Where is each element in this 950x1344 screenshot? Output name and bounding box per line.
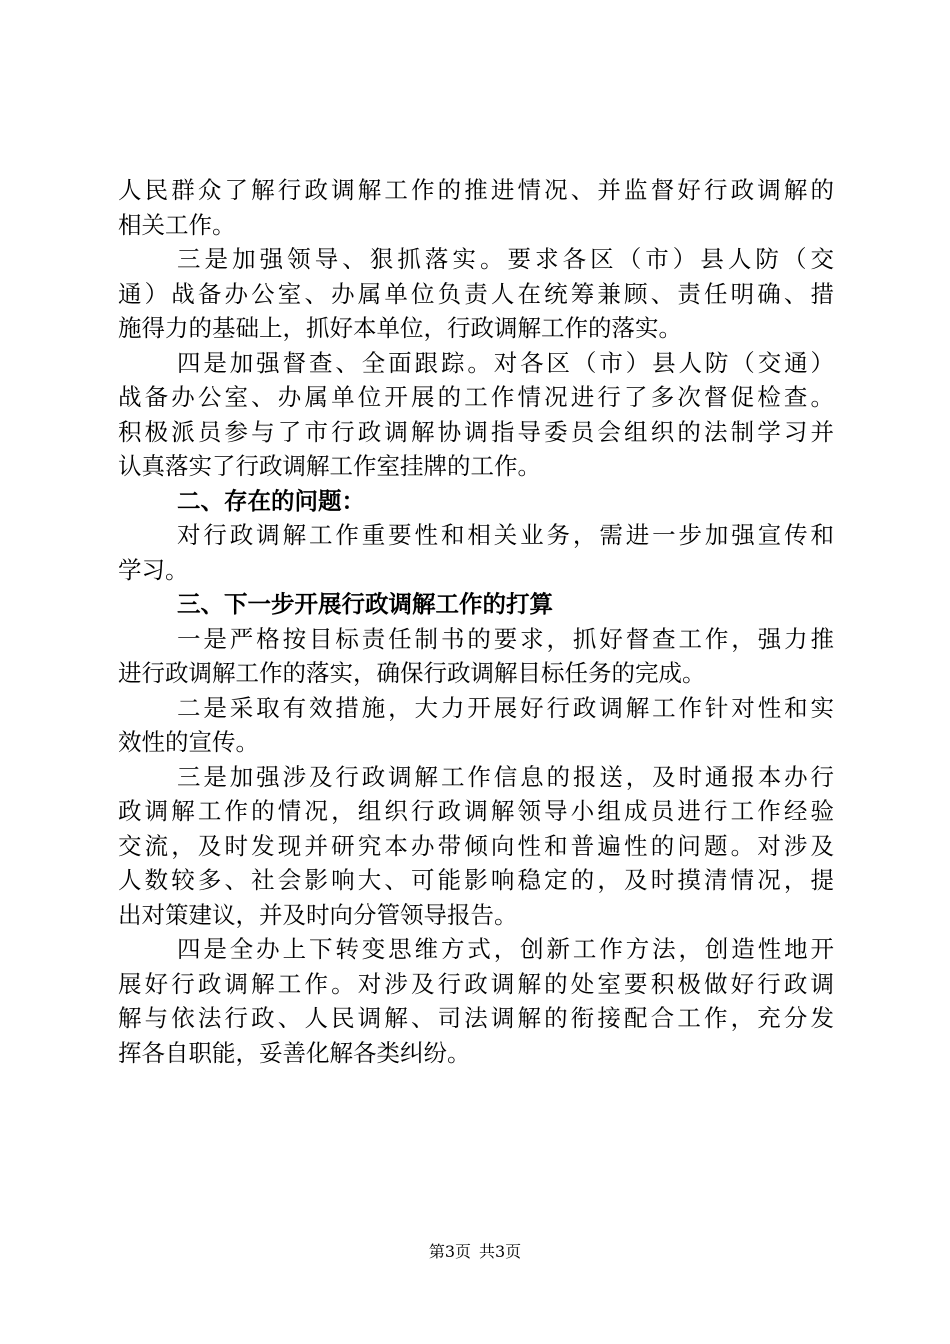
body-text-line: 进行政调解工作的落实，确保行政调解目标任务的完成。 (118, 659, 706, 687)
page-total: 共3页 (479, 1242, 522, 1261)
body-text-line: 相关工作。 (118, 210, 236, 239)
body-text-line: 积极派员参与了市行政调解协调指导委员会组织的法制学习并 (118, 417, 834, 446)
body-text-line: 挥各自职能，妥善化解各类纠纷。 (118, 1038, 471, 1067)
body-text-line: 出对策建议，并及时向分管领导报告。 (118, 900, 518, 929)
body-text-line: 学习。 (118, 555, 189, 584)
paragraph-first-line: 四是加强督查、全面跟踪。对各区（市）县人防（交通） (177, 348, 834, 377)
body-text-line: 展好行政调解工作。对涉及行政调解的处室要积极做好行政调 (118, 969, 834, 998)
body-text-line: 交流，及时发现并研究本办带倾向性和普遍性的问题。对涉及 (118, 831, 834, 860)
section-heading: 二、存在的问题： (177, 486, 365, 515)
body-text-line: 政调解工作的情况，组织行政调解领导小组成员进行工作经验 (118, 797, 834, 825)
body-text-line: 人民群众了解行政调解工作的推进情况、并监督好行政调解的 (118, 176, 834, 204)
paragraph-first-line: 四是全办上下转变思维方式，创新工作方法，创造性地开 (177, 935, 834, 963)
document-body (118, 173, 834, 1070)
body-text-line: 施得力的基础上，抓好本单位，行政调解工作的落实。 (118, 314, 682, 342)
paragraph-first-line: 对行政调解工作重要性和相关业务，需进一步加强宣传和 (177, 521, 834, 549)
body-text-line: 认真落实了行政调解工作室挂牌的工作。 (118, 452, 541, 480)
page-number: 第3页 (428, 1242, 471, 1261)
body-text-line: 通）战备办公室、办属单位负责人在统筹兼顾、责任明确、措 (118, 279, 834, 308)
paragraph-first-line: 二是采取有效措施，大力开展好行政调解工作针对性和实 (177, 693, 834, 722)
body-text-line: 解与依法行政、人民调解、司法调解的衔接配合工作，充分发 (118, 1004, 834, 1032)
page-footer (0, 1242, 950, 1262)
body-text-line: 战备办公室、办属单位开展的工作情况进行了多次督促检查。 (118, 383, 834, 411)
body-text-line: 效性的宣传。 (118, 728, 259, 756)
paragraph-first-line: 一是严格按目标责任制书的要求，抓好督查工作，强力推 (177, 624, 834, 653)
body-text-line: 人数较多、社会影响大、可能影响稳定的，及时摸清情况，提 (118, 866, 834, 894)
paragraph-first-line: 三是加强涉及行政调解工作信息的报送，及时通报本办行 (177, 762, 834, 791)
section-heading: 三、下一步开展行政调解工作的打算 (177, 590, 553, 618)
paragraph-first-line: 三是加强领导、狠抓落实。要求各区（市）县人防（交 (177, 245, 834, 273)
